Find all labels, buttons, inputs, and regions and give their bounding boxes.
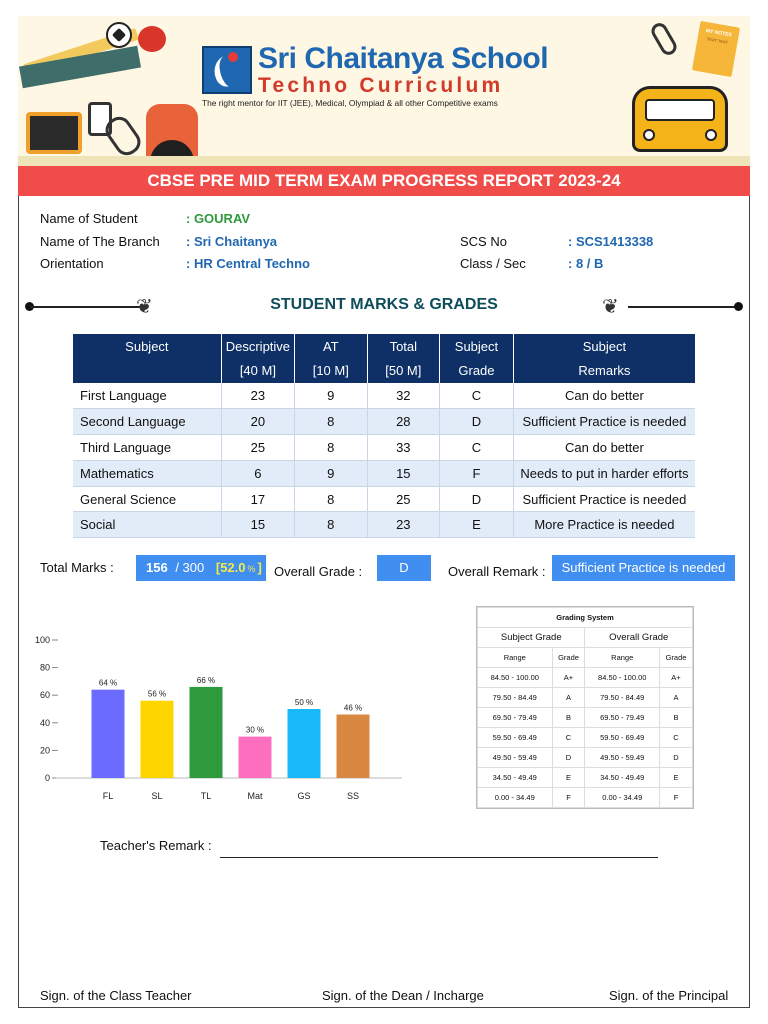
school-subtitle: Techno Curriculum [258,74,504,97]
total-marks-label: Total Marks : [40,560,114,575]
col-header: Subject [513,334,695,359]
table-cell: 6 [221,460,294,486]
flourish-icon: ❦ [136,296,153,318]
grading-cell: 79.50 - 84.49 [585,688,660,708]
grading-cell: D [552,748,585,768]
col-header: Grade [440,359,514,384]
grading-row [478,768,693,788]
table-cell: 32 [367,383,440,409]
grading-row [478,708,693,728]
grading-cell: 34.50 - 49.49 [478,768,553,788]
y-tick-label: 60 [39,690,50,701]
overall-grade-label: Overall Grade : [274,564,363,579]
table-cell: 17 [221,486,294,512]
grading-cell: C [659,728,692,748]
orientation-label: Orientation [40,256,104,271]
grading-system-table [476,606,694,809]
col-header: Subject [73,334,221,359]
overall-grade-value: D [377,555,431,581]
table-cell: E [440,512,514,538]
grading-cell: 59.50 - 69.49 [585,728,660,748]
bar-data-label: 64 % [98,678,118,688]
table-cell: First Language [73,383,221,409]
table-cell: 23 [367,512,440,538]
chart-bar [239,737,272,778]
grading-cell: 34.50 - 49.49 [585,768,660,788]
chart-bar [92,690,125,778]
bar-data-label: 30 % [245,725,265,735]
class-value: : 8 / B [568,256,604,271]
overall-grade-header: Overall Grade [585,628,693,648]
grading-row [478,688,693,708]
grading-cell: 79.50 - 84.49 [478,688,553,708]
grading-row [478,728,693,748]
school-bus-icon [632,86,728,152]
report-title: CBSE PRE MID TERM EXAM PROGRESS REPORT 2023-24 [18,166,750,196]
total-percent: [52.0 [215,560,246,575]
table-cell: Second Language [73,409,221,435]
bar-data-label: 46 % [343,703,363,713]
notes-label: MY NOTES [705,28,733,39]
branch-label: Name of The Branch [40,234,160,249]
subject-grade-header: Subject Grade [478,628,585,648]
paperclip-icon [649,20,680,57]
x-tick-label: GS [297,791,311,801]
scs-label: SCS No [460,234,507,249]
table-cell: Third Language [73,435,221,461]
grading-cell: E [552,768,585,788]
class-label: Class / Sec [460,256,526,271]
table-row [73,435,695,461]
bar-data-label: 66 % [196,675,216,685]
col-header: Total [367,334,440,359]
grading-row [478,668,693,688]
table-row [73,409,695,435]
y-tick-label: 40 [39,717,50,728]
table-cell: Can do better [513,435,695,461]
x-tick-label: SL [151,791,163,801]
grading-cell: F [659,788,692,808]
y-tick-label: 20 [39,745,50,756]
school-logo [202,46,252,94]
table-cell: 8 [295,435,367,461]
table-cell: 9 [295,383,367,409]
table-cell: C [440,435,514,461]
table-cell: 15 [221,512,294,538]
football-icon [106,22,132,48]
table-cell: 15 [367,460,440,486]
total-max: / 300 [175,560,205,575]
section-title: STUDENT MARKS & GRADES [270,296,498,313]
range-header: Range [478,648,553,668]
range-header: Range [585,648,660,668]
y-tick-label: 100 [34,635,50,645]
table-cell: 9 [295,460,367,486]
bar-data-label: 56 % [147,689,167,699]
divider-dot [734,302,743,311]
grading-cell: 69.50 - 79.49 [478,708,553,728]
percent-sign: % [247,564,256,574]
chart-bar [190,687,223,778]
dean-signature: Sign. of the Dean / Incharge [322,988,484,1003]
chart-bar [141,701,174,778]
grading-cell: D [659,748,692,768]
grading-cell: A [552,688,585,708]
col-header: [10 M] [295,359,367,384]
table-cell: 25 [367,486,440,512]
bar-data-label: 50 % [294,698,314,707]
x-tick-label: FL [102,791,114,801]
grade-header: Grade [552,648,585,668]
grading-cell: 49.50 - 59.49 [478,748,553,768]
table-cell: C [440,383,514,409]
overall-remark-label: Overall Remark : [448,564,546,579]
branch-value: : Sri Chaitanya [186,234,278,249]
grading-cell: 0.00 - 34.49 [478,788,553,808]
table-row [73,460,695,486]
table-cell: D [440,486,514,512]
school-name: Sri Chaitanya School [258,42,549,75]
col-header: [50 M] [367,359,440,384]
grading-row [478,748,693,768]
table-cell: 23 [221,383,294,409]
chart-bar [337,715,370,778]
table-header-row [73,334,695,359]
grading-cell: B [552,708,585,728]
marks-table [73,334,695,538]
table-cell: 33 [367,435,440,461]
x-tick-label: Mat [247,791,263,801]
table-cell: Can do better [513,383,695,409]
table-cell: Sufficient Practice is needed [513,409,695,435]
table-row [73,486,695,512]
grading-cell: F [552,788,585,808]
col-header: Descriptive [221,334,294,359]
orientation-value: : HR Central Techno [186,256,310,271]
table-cell: 20 [221,409,294,435]
col-header: Remarks [513,359,695,384]
student-name-value: : GOURAV [186,211,251,226]
table-row [73,383,695,409]
table-cell: Mathematics [73,460,221,486]
student-name-label: Name of Student [40,211,138,226]
scs-value: : SCS1413338 [568,234,654,249]
flourish-icon: ❦ [602,296,619,318]
table-cell: Needs to put in harder efforts [513,460,695,486]
class-teacher-signature: Sign. of the Class Teacher [40,988,192,1003]
table-cell: D [440,409,514,435]
grading-cell: 69.50 - 79.49 [585,708,660,728]
x-tick-label: TL [200,791,212,801]
grading-cell: 59.50 - 69.49 [478,728,553,748]
col-header: AT [295,334,367,359]
table-cell: F [440,460,514,486]
grading-cell: 0.00 - 34.49 [585,788,660,808]
table-header-row [73,359,695,384]
col-header [73,359,221,384]
chart-bar [288,709,321,778]
overall-remark-value: Sufficient Practice is needed [552,555,735,581]
y-tick-label: 0 [44,773,50,783]
col-header: [40 M] [221,359,294,384]
blackboard-icon [26,112,82,154]
grade-header: Grade [659,648,692,668]
table-cell: 25 [221,435,294,461]
grading-cell: C [552,728,585,748]
grading-cell: 84.50 - 100.00 [478,668,553,688]
x-tick-label: SS [346,791,360,801]
teacher-remark-line [220,857,658,858]
grading-cell: A+ [552,668,585,688]
school-tagline: The right mentor for IIT (JEE), Medical, Olympiad & all other Competitive exams [202,98,498,108]
grading-row [478,788,693,808]
grading-cell: 49.50 - 59.49 [585,748,660,768]
table-cell: 8 [295,512,367,538]
percent-close: ] [257,560,262,575]
table-cell: More Practice is needed [513,512,695,538]
principal-signature: Sign. of the Principal [609,988,729,1003]
table-cell: 28 [367,409,440,435]
table-row [73,512,695,538]
performance-bar-chart [28,626,408,806]
grading-cell: A [659,688,692,708]
apple-icon [138,26,166,52]
grading-cell: 84.50 - 100.00 [585,668,660,688]
teacher-remark-label: Teacher's Remark : [100,838,212,853]
divider-line [628,306,738,308]
sticky-note-icon [692,21,740,77]
notes-sub: TEXT TEXT [706,36,729,45]
total-marks-box [136,555,266,581]
grading-cell: E [659,768,692,788]
table-cell: Social [73,512,221,538]
col-header: Subject [440,334,514,359]
table-cell: 8 [295,486,367,512]
y-tick-label: 80 [39,662,50,673]
table-cell: General Science [73,486,221,512]
total-obtained: 156 [146,560,168,575]
grading-title: Grading System [478,608,693,628]
table-cell: Sufficient Practice is needed [513,486,695,512]
table-cell: 8 [295,409,367,435]
grading-cell: B [659,708,692,728]
grading-cell: A+ [659,668,692,688]
